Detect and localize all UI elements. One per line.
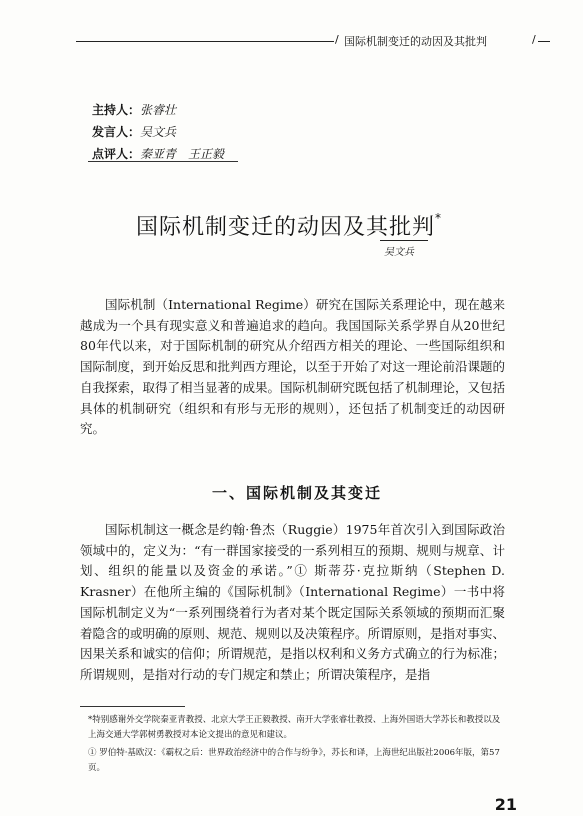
running-header-title: 国际机制变迁的动因及其批判 <box>344 35 487 48</box>
footnotes <box>88 713 508 779</box>
section-text: 国际机制这一概念是约翰·鲁杰（Ruggie）1975年首次引入到国际政治领域中的，定义为：“有一群国家接受的一系列相互的预期、规则与规章、计划、组织的能量以及资金的承诺。”① 斯蒂芬·克拉斯纳（Stephen D. Krasner）在他所主编的《国际机制》（International Regime）一书中将国际机制定义为“一系列围绕着行为者对某个既定国际关系领域的预期而汇聚着隐含的或明确的原则、规范、规则以及决策程序。所谓原则，是指对事实、因果关系和诚实的信仰；所谓规范，是指以权利和义务方式确立的行为标准；所谓规则，是指对行动的专门规定和禁止；所谓决策程序，是指 <box>80 522 506 682</box>
header-slash-left: / <box>335 33 339 46</box>
credit-host <box>92 99 224 121</box>
credit-label: 主持人： <box>92 103 141 117</box>
section-paragraph <box>80 520 505 686</box>
credit-value: 秦亚青 王正毅 <box>140 147 225 161</box>
section-heading: 一、国际机制及其变迁 <box>212 484 383 502</box>
credit-value: 吴文兵 <box>140 125 177 139</box>
credit-label: 点评人： <box>92 147 141 161</box>
running-header <box>76 32 546 50</box>
footnote-rule <box>80 706 185 707</box>
author-rule <box>380 240 428 241</box>
intro-paragraph <box>80 295 505 440</box>
header-rule-right <box>538 41 550 42</box>
footnote-acknowledgement: *特别感谢外交学院秦亚青教授、北京大学王正毅教授、南开大学张睿壮教授、上海外国语大学苏长和教授以及上海交通大学郭树勇教授对本论文提出的意见和建议。 <box>88 715 501 740</box>
credits-block <box>92 99 224 165</box>
footnote-1: ① 罗伯特·基欧汉：《霸权之后：世界政治经济中的合作与纷争》，苏长和译，上海世纪出版社2006年版，第57页。 <box>88 748 500 773</box>
article-author: 吴文兵 <box>384 247 414 258</box>
header-slash-right: / <box>532 33 536 46</box>
credits-divider <box>88 161 238 162</box>
credit-value: 张睿壮 <box>140 103 177 117</box>
credit-label: 发言人： <box>92 125 141 139</box>
article-title <box>136 210 442 241</box>
header-rule <box>76 41 334 42</box>
page-number: 21 <box>494 795 517 814</box>
title-footnote-mark: * <box>435 211 443 225</box>
article-title-text: 国际机制变迁的动因及其批判 <box>136 215 436 240</box>
credit-speaker <box>92 121 224 143</box>
intro-text: 国际机制（International Regime）研究在国际关系理论中，现在越来越成为一个具有现实意义和普遍追求的趋向。我国国际关系学界自从20世纪80年代以来，对于国际机制的研究从介绍西方相关的理论、一些国际组织和国际制度，到开始反思和批判西方理论，以至于开始了对这一理论前沿课题的自我探索，取得了相当显著的成果。国际机制研究既包括了机制理论，又包括具体的机制研究（组织和有形与无形的规则），还包括了机制变迁的动因研究。 <box>80 297 506 437</box>
